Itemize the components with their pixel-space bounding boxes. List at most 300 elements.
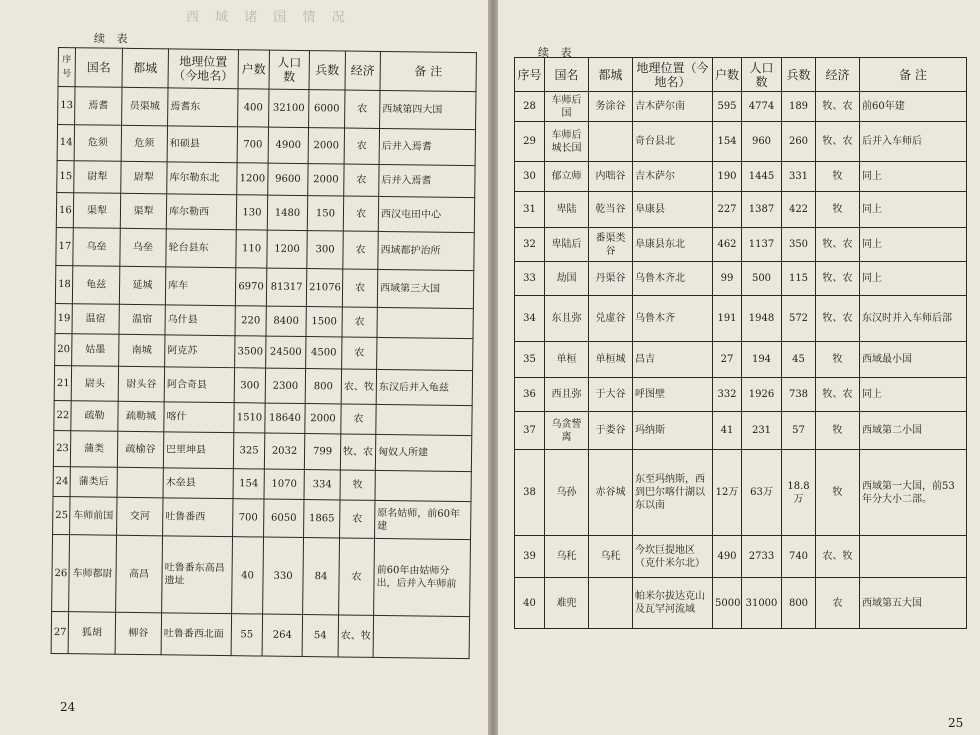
economy-cell: 农 (344, 164, 379, 196)
soldiers-cell: 6000 (309, 90, 345, 128)
state-name-cell: 卑陆后 (545, 228, 589, 262)
population-cell: 2733 (742, 536, 782, 578)
location-cell: 喀什 (164, 402, 234, 433)
table-row (56, 227, 474, 270)
capital-cell: 尉头谷 (118, 366, 164, 402)
economy-cell: 牧、农 (816, 378, 860, 412)
state-name-cell: 渠犁 (73, 193, 120, 229)
soldiers-cell: 21076 (306, 269, 342, 307)
location-cell: 吉木萨尔南 (633, 92, 713, 122)
row-number-cell: 18 (55, 265, 72, 303)
row-number-cell: 17 (56, 227, 73, 265)
soldiers-cell: 4500 (306, 337, 342, 369)
soldiers-cell: 57 (782, 412, 816, 450)
state-name-cell: 卑陆 (545, 192, 589, 228)
left-table (51, 47, 477, 659)
location-cell: 木垒县 (163, 468, 233, 499)
location-cell: 和硕县 (167, 126, 237, 163)
economy-cell: 农 (343, 231, 378, 269)
population-cell: 18640 (265, 403, 305, 433)
soldiers-cell: 572 (782, 296, 816, 342)
state-name-cell: 尉犁 (74, 161, 121, 194)
economy-cell: 农 (342, 307, 377, 337)
capital-cell: 危须 (121, 125, 167, 162)
row-number-cell: 32 (515, 228, 545, 262)
note-cell (377, 337, 473, 370)
households-cell: 110 (236, 230, 267, 268)
households-cell: 99 (713, 262, 742, 296)
economy-cell: 农 (345, 90, 380, 128)
economy-cell: 农 (816, 578, 860, 629)
population-cell: 6050 (264, 499, 304, 537)
capital-cell: 乾当谷 (589, 192, 633, 228)
note-cell (860, 536, 967, 578)
capital-cell: 员渠城 (122, 87, 168, 126)
economy-cell: 牧、农 (816, 262, 860, 296)
location-cell: 吉木萨尔 (633, 162, 713, 192)
capital-cell (589, 122, 633, 162)
population-cell: 1070 (264, 469, 304, 499)
row-number-cell: 28 (515, 92, 545, 122)
table-row (55, 265, 473, 308)
row-number-cell: 23 (53, 430, 70, 466)
note-cell: 后并入车师后 (860, 122, 967, 162)
population-cell: 264 (262, 614, 303, 656)
note-cell (376, 404, 472, 435)
state-name-cell: 劫国 (545, 262, 589, 296)
capital-cell: 渠犁 (120, 193, 166, 229)
state-name-cell: 乌秅 (545, 536, 589, 578)
households-cell: 190 (713, 162, 742, 192)
state-name-cell: 姑墨 (72, 334, 119, 367)
capital-cell: 兑虚谷 (589, 296, 633, 342)
soldiers-cell: 2000 (305, 404, 341, 434)
households-cell: 1200 (237, 163, 268, 195)
households-cell: 1510 (234, 403, 265, 433)
population-cell: 500 (742, 262, 782, 296)
table-row (55, 333, 473, 370)
soldiers-cell: 18.8万 (782, 450, 816, 536)
table-row (51, 611, 469, 658)
state-name-cell: 车师后国 (545, 92, 589, 122)
row-number-cell: 29 (515, 122, 545, 162)
location-cell: 阿克苏 (165, 335, 235, 368)
economy-cell: 牧 (816, 412, 860, 450)
row-number-cell: 13 (58, 87, 75, 125)
location-cell: 昌吉 (633, 342, 713, 378)
economy-cell: 牧、农 (340, 434, 375, 470)
soldiers-cell: 350 (782, 228, 816, 262)
population-cell: 1445 (742, 162, 782, 192)
row-number-cell: 33 (515, 262, 545, 296)
header-households: 户数 (238, 50, 269, 89)
continued-label: 续 表 (538, 46, 576, 59)
economy-cell: 牧 (816, 162, 860, 192)
population-cell: 4900 (268, 127, 308, 163)
state-name-cell: 西且弥 (545, 378, 589, 412)
row-number-cell: 27 (51, 611, 69, 653)
note-cell: 东汉时并入车师后部 (860, 296, 967, 342)
right-table (514, 57, 967, 629)
table-row (515, 536, 967, 578)
header-soldiers: 兵数 (782, 58, 816, 92)
table-header-row (58, 48, 476, 92)
note-cell: 同上 (860, 228, 967, 262)
capital-cell: 高昌 (116, 535, 163, 613)
economy-cell: 牧 (816, 450, 860, 536)
state-name-cell: 车师都尉 (69, 535, 117, 613)
table-row (515, 342, 967, 378)
population-cell: 24500 (266, 336, 306, 368)
capital-cell: 疏勒城 (118, 401, 164, 432)
row-number-cell: 20 (55, 333, 72, 365)
table-row (53, 430, 471, 471)
households-cell: 55 (231, 614, 263, 656)
population-cell: 2300 (265, 368, 305, 403)
table-row (54, 365, 472, 405)
state-name-cell: 温宿 (72, 304, 119, 335)
note-cell: 同上 (860, 162, 967, 192)
row-number-cell: 31 (515, 192, 545, 228)
capital-cell: 赤谷城 (589, 450, 633, 536)
economy-cell: 牧 (816, 342, 860, 378)
page-number: 25 (948, 716, 964, 730)
location-cell: 库尔勒东北 (167, 162, 237, 195)
row-number-cell: 36 (515, 378, 545, 412)
location-cell: 吐鲁番西北面 (161, 613, 232, 656)
population-cell: 330 (263, 537, 304, 614)
note-cell: 前60年由姑师分出，后并入车师前 (374, 538, 471, 616)
capital-cell: 于娄谷 (589, 412, 633, 450)
row-number-cell: 15 (57, 160, 74, 192)
left-page (0, 0, 488, 735)
households-cell: 462 (713, 228, 742, 262)
soldiers-cell: 740 (782, 536, 816, 578)
note-cell: 后并入焉耆 (379, 128, 475, 165)
economy-cell: 农、牧 (338, 615, 374, 657)
population-cell: 1137 (742, 228, 782, 262)
soldiers-cell: 800 (305, 369, 341, 404)
table-row (515, 262, 967, 296)
economy-cell: 农 (343, 196, 378, 231)
capital-cell: 疏榆谷 (117, 431, 163, 468)
population-cell: 1948 (742, 296, 782, 342)
population-cell: 1926 (742, 378, 782, 412)
row-number-cell: 22 (54, 400, 71, 430)
economy-cell: 农 (344, 128, 379, 164)
economy-cell: 牧 (340, 470, 375, 500)
header-capital: 都城 (122, 48, 168, 88)
economy-cell: 农 (339, 538, 375, 615)
soldiers-cell: 799 (304, 434, 340, 470)
economy-cell: 牧、农 (816, 92, 860, 122)
households-cell: 220 (235, 306, 266, 336)
header-capital: 都城 (589, 58, 633, 92)
row-number-cell: 16 (56, 192, 73, 227)
note-cell (375, 470, 471, 501)
header-location: 地理位置（今地名） (633, 58, 713, 92)
location-cell: 库尔勒西 (166, 194, 236, 230)
state-name-cell: 车师后城长国 (545, 122, 589, 162)
location-cell: 今坎巨提地区（克什米尔北） (633, 536, 713, 578)
table-header-row (515, 58, 967, 92)
households-cell: 300 (234, 368, 265, 403)
population-cell: 31000 (742, 578, 782, 629)
table-row (515, 162, 967, 192)
page-number: 24 (60, 700, 76, 714)
households-cell: 332 (713, 378, 742, 412)
table-row (515, 192, 967, 228)
note-cell: 东汉后并入龟兹 (376, 369, 472, 405)
header-no: 序号 (515, 58, 545, 92)
row-number-cell: 30 (515, 162, 545, 192)
table-row (515, 378, 967, 412)
population-cell: 194 (742, 342, 782, 378)
table-row (515, 122, 967, 162)
households-cell: 130 (236, 195, 267, 230)
header-population: 人口数 (742, 58, 782, 92)
households-cell: 6970 (235, 268, 266, 306)
capital-cell: 于大谷 (589, 378, 633, 412)
location-cell: 吐鲁番西 (163, 498, 233, 537)
location-cell: 阜康县 (633, 192, 713, 228)
economy-cell: 农 (341, 404, 376, 434)
capital-cell (117, 467, 163, 498)
location-cell: 库车 (165, 267, 235, 306)
economy-cell: 农 (340, 500, 375, 538)
note-cell: 同上 (860, 262, 967, 296)
table-row (515, 228, 967, 262)
header-economy: 经济 (345, 51, 380, 90)
state-name-cell: 郁立师 (545, 162, 589, 192)
state-name-cell: 尉头 (71, 366, 118, 402)
soldiers-cell: 800 (782, 578, 816, 629)
state-name-cell: 焉耆 (75, 87, 122, 126)
header-population: 人口数 (269, 50, 309, 89)
population-cell: 9600 (268, 163, 308, 195)
right-page (498, 0, 980, 735)
table-row (57, 125, 475, 166)
row-number-cell: 35 (515, 342, 545, 378)
state-name-cell: 疏勒 (71, 401, 118, 432)
table-row (515, 578, 967, 629)
capital-cell: 乌秅 (589, 536, 633, 578)
capital-cell: 丹渠谷 (589, 262, 633, 296)
location-cell: 乌鲁木齐北 (633, 262, 713, 296)
table-row (58, 87, 476, 130)
soldiers-cell: 2000 (308, 128, 344, 164)
state-name-cell: 蒲类 (70, 431, 117, 468)
capital-cell (589, 578, 633, 629)
capital-cell: 延城 (119, 266, 165, 305)
capital-cell: 内咄谷 (589, 162, 633, 192)
header-households: 户数 (713, 58, 742, 92)
state-name-cell: 乌贪訾离 (545, 412, 589, 450)
location-cell: 轮台县东 (166, 229, 236, 268)
header-name: 国名 (545, 58, 589, 92)
capital-cell: 乌垒 (120, 228, 166, 267)
capital-cell: 番渠类谷 (589, 228, 633, 262)
header-location: 地理位置（今地名） (168, 49, 238, 89)
location-cell: 巴里坤县 (163, 432, 233, 469)
note-cell: 西域都护治所 (378, 231, 474, 270)
population-cell: 32100 (269, 89, 309, 127)
households-cell: 490 (713, 536, 742, 578)
row-number-cell: 25 (53, 496, 70, 534)
state-name-cell: 蒲类后 (70, 467, 117, 498)
row-number-cell: 38 (515, 450, 545, 536)
soldiers-cell: 738 (782, 378, 816, 412)
header-soldiers: 兵数 (309, 51, 345, 90)
note-cell: 西域最小国 (860, 342, 967, 378)
note-cell: 后并入焉耆 (379, 164, 475, 197)
soldiers-cell: 115 (782, 262, 816, 296)
table-row (53, 496, 471, 539)
location-cell: 吐鲁番东高昌遗址 (162, 536, 233, 614)
capital-cell: 交河 (117, 497, 163, 536)
note-cell: 西汉屯田中心 (378, 196, 474, 232)
header-no: 序号 (58, 48, 75, 87)
economy-cell: 牧 (816, 192, 860, 228)
table-row (57, 160, 475, 197)
households-cell: 12万 (713, 450, 742, 536)
state-name-cell: 龟兹 (72, 266, 119, 305)
soldiers-cell: 150 (307, 196, 343, 231)
economy-cell: 农 (342, 337, 377, 369)
households-cell: 700 (233, 499, 264, 537)
households-cell: 325 (233, 433, 264, 469)
capital-cell: 尉犁 (121, 161, 167, 194)
state-name-cell: 车师前国 (70, 497, 117, 536)
households-cell: 595 (713, 92, 742, 122)
households-cell: 27 (713, 342, 742, 378)
capital-cell: 单桓城 (589, 342, 633, 378)
households-cell: 3500 (235, 336, 266, 368)
note-cell: 西域第一大国，前53年分大小二部。 (860, 450, 967, 536)
population-cell: 4774 (742, 92, 782, 122)
soldiers-cell: 84 (303, 538, 340, 615)
location-cell: 呼图壁 (633, 378, 713, 412)
note-cell (377, 307, 473, 338)
location-cell: 玛纳斯 (633, 412, 713, 450)
households-cell: 227 (713, 192, 742, 228)
continued-label: 续 表 (94, 32, 132, 45)
households-cell: 40 (232, 537, 264, 614)
soldiers-cell: 189 (782, 92, 816, 122)
state-name-cell: 单桓 (545, 342, 589, 378)
location-cell: 乌鲁木齐 (633, 296, 713, 342)
table-row (515, 450, 967, 536)
location-cell: 阜康县东北 (633, 228, 713, 262)
note-cell (373, 615, 470, 658)
households-cell: 154 (713, 122, 742, 162)
soldiers-cell: 334 (304, 470, 340, 500)
households-cell: 154 (233, 469, 264, 499)
capital-cell: 南城 (119, 334, 165, 367)
row-number-cell: 19 (55, 303, 72, 333)
capital-cell: 务涂谷 (589, 92, 633, 122)
population-cell: 1480 (267, 195, 307, 230)
soldiers-cell: 422 (782, 192, 816, 228)
note-cell: 同上 (860, 378, 967, 412)
location-cell: 奇台县北 (633, 122, 713, 162)
location-cell: 帕米尔拔达克山及瓦罕河流域 (633, 578, 713, 629)
economy-cell: 牧、农 (816, 122, 860, 162)
note-cell: 西域第三大国 (377, 269, 473, 308)
state-name-cell: 危须 (74, 125, 121, 162)
bleed-through-header: 西 域 诸 国 情 况 (186, 10, 351, 25)
row-number-cell: 21 (54, 365, 71, 400)
state-name-cell: 难兜 (545, 578, 589, 629)
note-cell: 同上 (860, 192, 967, 228)
soldiers-cell: 300 (307, 231, 343, 269)
soldiers-cell: 2000 (308, 164, 344, 196)
population-cell: 1387 (742, 192, 782, 228)
row-number-cell: 40 (515, 578, 545, 629)
state-name-cell: 狐胡 (68, 612, 116, 655)
table-row (515, 412, 967, 450)
soldiers-cell: 331 (782, 162, 816, 192)
state-name-cell: 东且弥 (545, 296, 589, 342)
header-note: 备 注 (380, 51, 476, 91)
location-cell: 东至玛纳斯，西到巴尔喀什湖以东以南 (633, 450, 713, 536)
location-cell: 乌什县 (165, 305, 235, 336)
soldiers-cell: 45 (782, 342, 816, 378)
households-cell: 700 (237, 127, 268, 163)
economy-cell: 农 (342, 269, 377, 307)
table-row (515, 92, 967, 122)
row-number-cell: 39 (515, 536, 545, 578)
population-cell: 231 (742, 412, 782, 450)
row-number-cell: 24 (53, 466, 70, 496)
soldiers-cell: 260 (782, 122, 816, 162)
header-economy: 经济 (816, 58, 860, 92)
economy-cell: 农、牧 (341, 369, 376, 404)
population-cell: 2032 (264, 433, 304, 469)
row-number-cell: 34 (515, 296, 545, 342)
capital-cell: 柳谷 (115, 612, 162, 655)
population-cell: 1200 (267, 230, 307, 268)
row-number-cell: 14 (57, 125, 74, 161)
note-cell: 西域第四大国 (380, 90, 476, 129)
header-name: 国名 (75, 48, 122, 88)
row-number-cell: 26 (52, 534, 70, 611)
population-cell: 8400 (266, 306, 306, 336)
households-cell: 191 (713, 296, 742, 342)
location-cell: 阿合奇县 (164, 367, 234, 403)
book-gutter (488, 0, 498, 735)
note-cell: 匈奴人所建 (375, 434, 471, 471)
economy-cell: 牧、农 (816, 296, 860, 342)
note-cell: 前60年建 (860, 92, 967, 122)
state-name-cell: 乌孙 (545, 450, 589, 536)
soldiers-cell: 1500 (306, 307, 342, 337)
state-name-cell: 乌垒 (73, 228, 120, 267)
population-cell: 81317 (266, 268, 306, 306)
households-cell: 400 (238, 89, 269, 127)
note-cell: 西域第五大国 (860, 578, 967, 629)
row-number-cell: 37 (515, 412, 545, 450)
economy-cell: 农、牧 (816, 536, 860, 578)
table-row (52, 534, 471, 616)
note-cell: 原名姑师，前60年建 (375, 500, 471, 539)
note-cell: 西域第二小国 (860, 412, 967, 450)
economy-cell: 牧、农 (816, 228, 860, 262)
households-cell: 5000 (713, 578, 742, 629)
soldiers-cell: 1865 (304, 500, 340, 538)
soldiers-cell: 54 (302, 615, 339, 657)
households-cell: 41 (713, 412, 742, 450)
